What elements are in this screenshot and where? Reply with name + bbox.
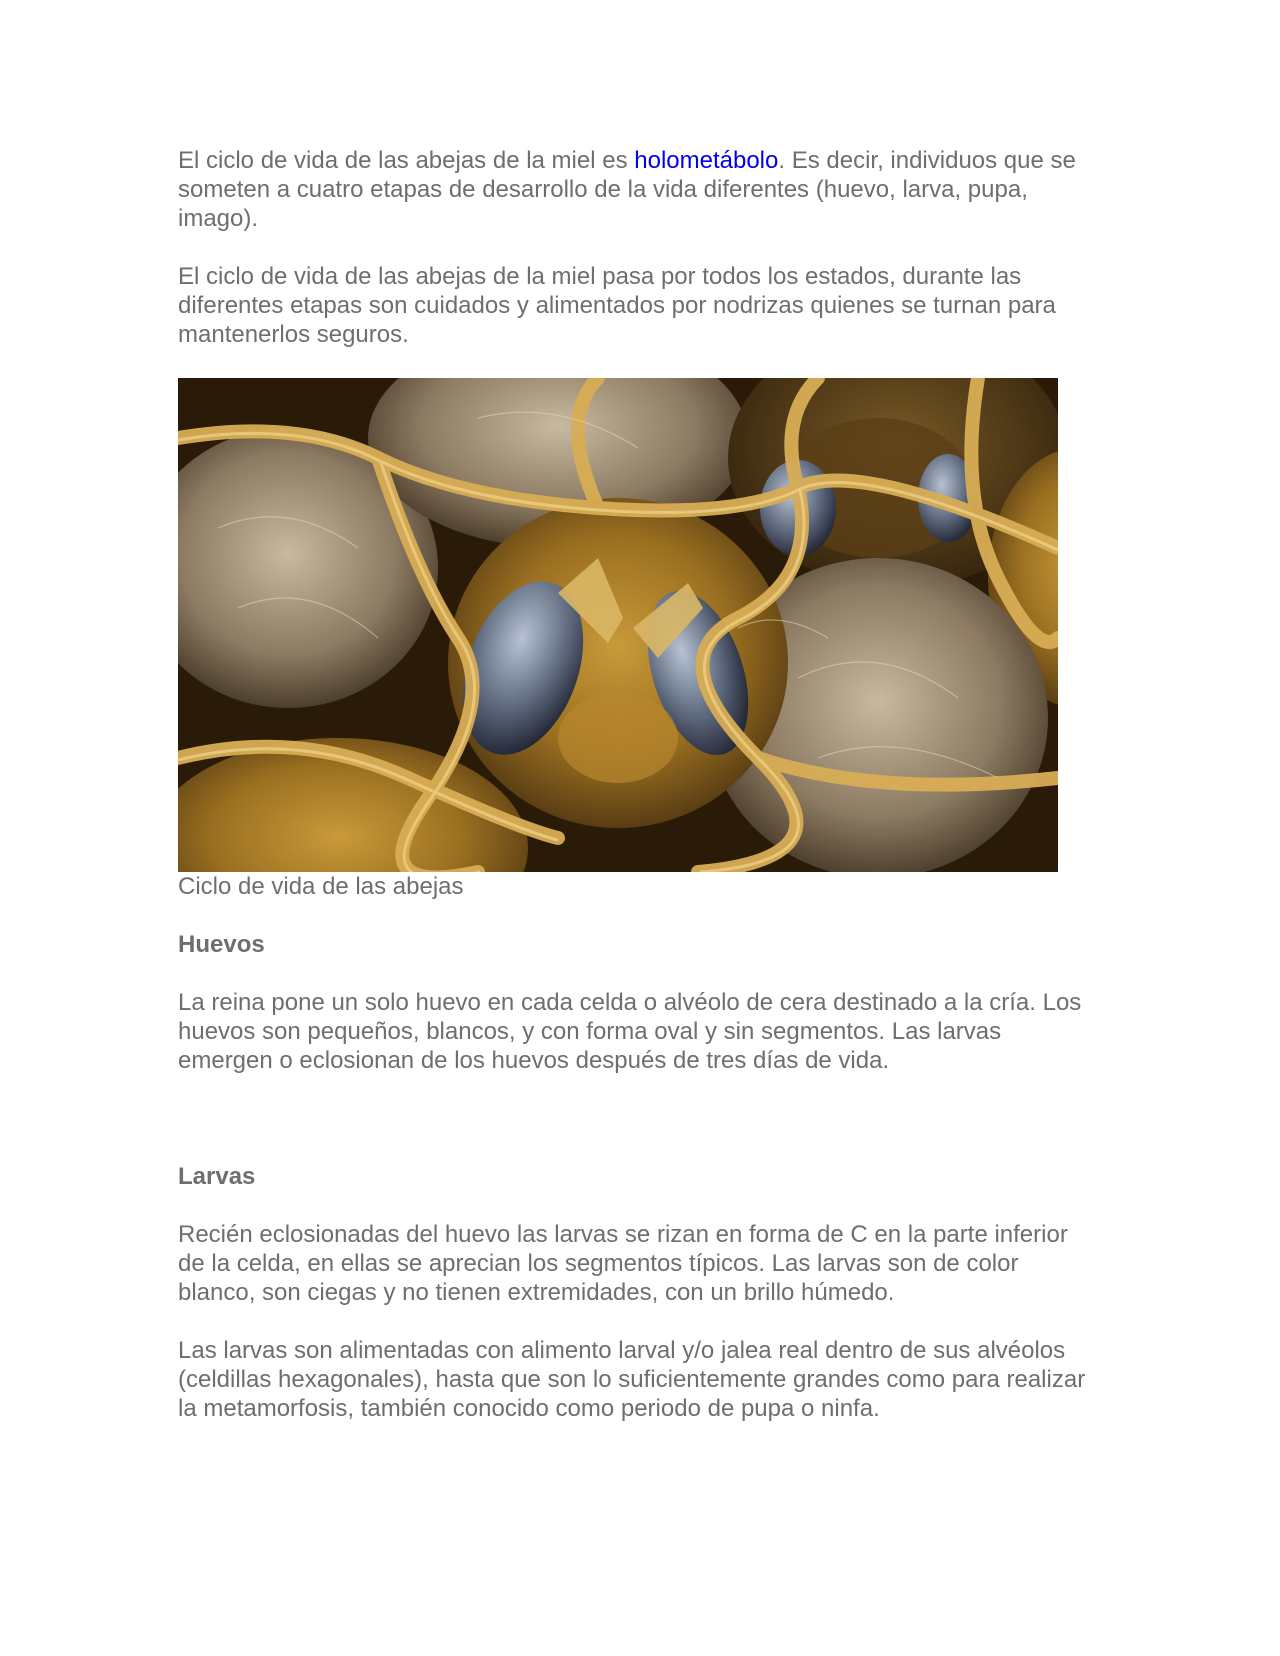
section-spacer [178, 1104, 1098, 1162]
document-body [178, 146, 1098, 1452]
intro-paragraph-1 [178, 146, 1098, 233]
intro-text-after-link: . Es decir, individuos que se someten a cuatro etapas de desarrollo de la vida diferentes (huevo, larva, pupa, imago). [178, 147, 1076, 232]
figure [178, 378, 1098, 901]
figure-caption: Ciclo de vida de las abejas [178, 873, 464, 900]
intro-text-before-link: El ciclo de vida de las abejas de la miel es [178, 147, 635, 174]
huevos-paragraph: La reina pone un solo huevo en cada celda o alvéolo de cera destinado a la cría. Los huevos son pequeños, blancos, y con forma oval y sin segmentos. Las larvas emergen o eclosionan de los huevos después de tres días de vida. [178, 989, 1082, 1074]
huevos-heading: Huevos [178, 931, 265, 958]
bee-pupae-photo [178, 378, 1058, 872]
intro-paragraph-2: El ciclo de vida de las abejas de la miel pasa por todos los estados, durante las diferentes etapas son cuidados y alimentados por nodrizas quienes se turnan para mantenerlos seguros. [178, 263, 1056, 348]
holometabolo-link[interactable]: holometábolo [634, 147, 779, 174]
larvas-heading: Larvas [178, 1163, 256, 1190]
larvas-paragraph-2: Las larvas son alimentadas con alimento larval y/o jalea real dentro de sus alvéolos (celdillas hexagonales), hasta que son lo suficientemente grandes como para realizar la metamorfosis, también conocido como periodo de pupa o ninfa. [178, 1337, 1086, 1422]
larvas-paragraph-1: Recién eclosionadas del huevo las larvas se rizan en forma de C en la parte inferior de la celda, en ellas se aprecian los segmentos típicos. Las larvas son de color blanco, son ciegas y no tienen extremidades, con un brillo húmedo. [178, 1221, 1068, 1306]
